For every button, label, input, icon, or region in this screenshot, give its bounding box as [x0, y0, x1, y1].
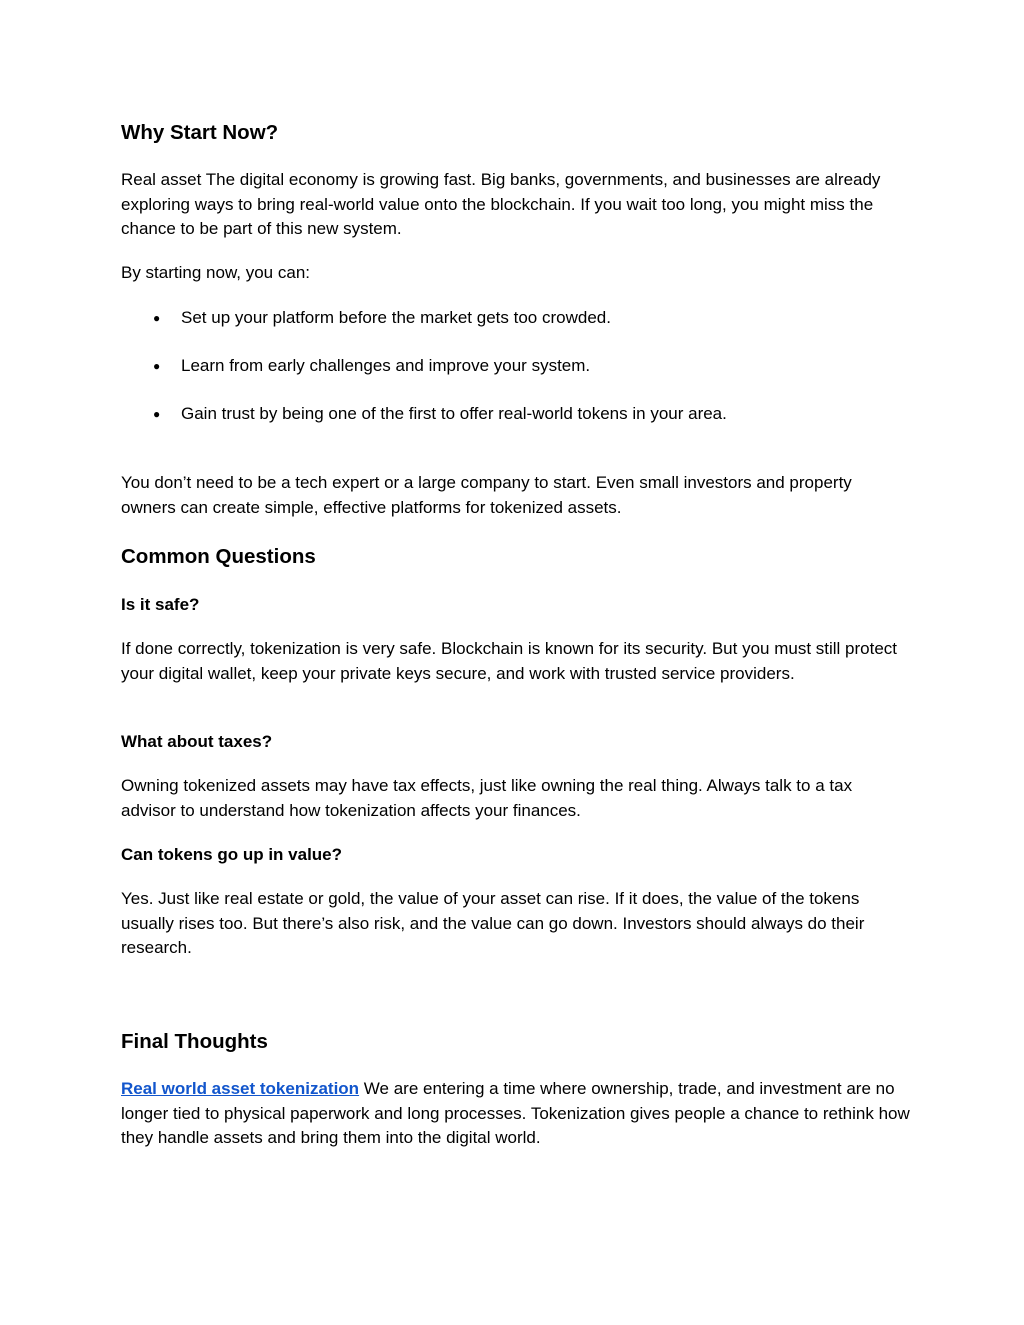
bullet-dot-icon: ●	[153, 359, 161, 373]
why-start-now-outro: You don’t need to be a tech expert or a large company to start. Even small investors and property owners can create simple, effective platforms for tokenized assets.	[121, 473, 852, 517]
bullet-text: Gain trust by being one of the first to offer real-world tokens in your area.	[181, 404, 727, 423]
section-heading-why-start-now: Why Start Now?	[121, 121, 279, 144]
bullet-dot-icon: ●	[153, 311, 161, 325]
bullet-text: Set up your platform before the market gets too crowded.	[181, 308, 611, 327]
section-heading-common-questions: Common Questions	[121, 545, 316, 568]
faq-question: Can tokens go up in value?	[121, 845, 343, 864]
why-start-now-intro: Real asset The digital economy is growing fast. Big banks, governments, and businesses are already exploring ways to bring real-world value onto the blockchain. If you wait too long, you might miss the chance to be part of this new system.	[121, 170, 881, 238]
faq-question: What about taxes?	[121, 732, 273, 751]
section-heading-final-thoughts: Final Thoughts	[121, 1030, 268, 1053]
final-thoughts-body: We are entering a time where ownership, trade, and investment are no longer tied to physical paperwork and long processes. Tokenization gives people a chance to rethink how they handle assets and bring them into the digital world.	[121, 1079, 910, 1147]
faq-answer: If done correctly, tokenization is very safe. Blockchain is known for its security. But you must still protect your digital wallet, keep your private keys secure, and work with trusted service providers.	[121, 639, 898, 683]
faq-question: Is it safe?	[121, 595, 200, 614]
tokenization-link[interactable]: Real world asset tokenization	[121, 1079, 360, 1098]
bullet-dot-icon: ●	[153, 407, 161, 421]
faq-answer: Owning tokenized assets may have tax effects, just like owning the real thing. Always talk to a tax advisor to understand how tokenization affects your finances.	[121, 776, 853, 820]
final-thoughts-paragraph	[121, 1077, 911, 1151]
faq-answer: Yes. Just like real estate or gold, the value of your asset can rise. If it does, the value of the tokens usually rises too. But there’s also risk, and the value can go down. Investors should always do their research.	[121, 889, 865, 957]
why-start-now-lead: By starting now, you can:	[121, 263, 310, 282]
bullet-text: Learn from early challenges and improve your system.	[181, 356, 591, 375]
